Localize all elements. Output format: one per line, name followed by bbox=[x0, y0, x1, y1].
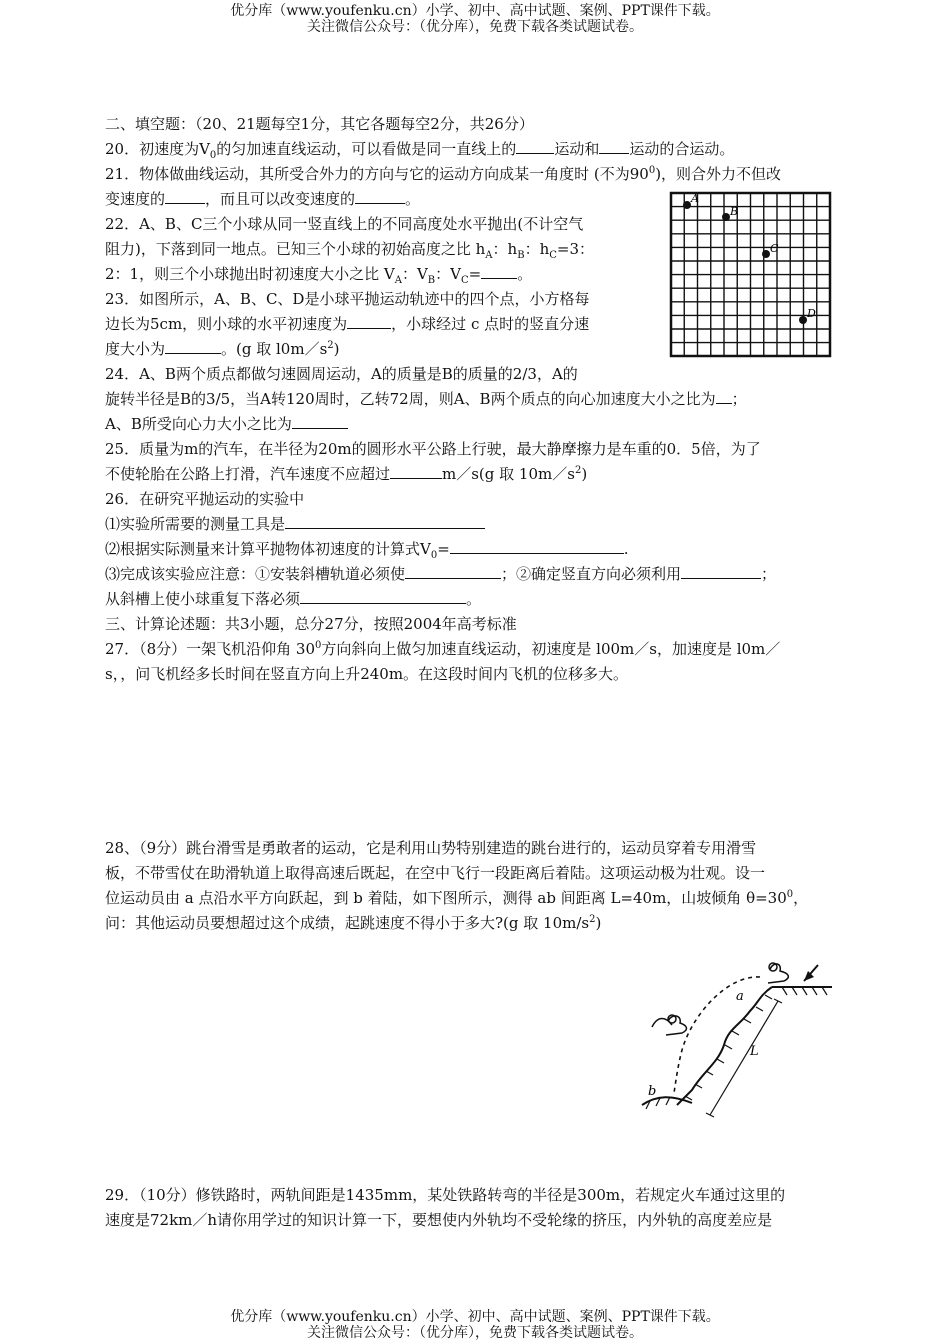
question-26-title: 26．在研究平抛运动的实验中 bbox=[105, 490, 305, 508]
answer-blank bbox=[347, 314, 391, 329]
question-21-line-1: 21．物体做曲线运动，其所受合外力的方向与它的运动方向成某一角度时 (不为$90^0$)，则合外力不但改 bbox=[105, 165, 782, 183]
question-27-line-2: s，，问飞机经多长时间在竖直方向上升240m。在这段时间内飞机的位移多大。 bbox=[105, 665, 629, 683]
point-b bbox=[722, 213, 730, 221]
label-b: B bbox=[730, 205, 739, 218]
footer-line-2: 关注微信公众号：（优分库），免费下载各类试题试卷。 bbox=[307, 1325, 643, 1341]
header-line-1: 优分库（www.youfenku.cn）小学、初中、高中试题、案例、PPT课件下载。 bbox=[230, 3, 720, 19]
question-26-part-3: ⑶完成该实验应注意：①安装斜槽轨道必须使 ；②确定竖直方向必须利用 ； bbox=[105, 565, 777, 583]
question-22-line-3: 2：1，则三个小球抛出时初速度大小之比 $V_A$：$V_B$：$V_C=$ 。 bbox=[105, 265, 533, 286]
question-28-line-3: 位运动员由 a 点沿水平方向跃起，到 b 着陆，如下图所示，测得 ab 间距离 L=40m，山坡倾角 $\theta=30^0$， bbox=[105, 889, 809, 907]
label-c: C bbox=[770, 242, 779, 255]
question-24-line-3: A、B所受向心力大小之比为 bbox=[105, 414, 348, 434]
answer-blank bbox=[285, 514, 485, 529]
answer-blank bbox=[165, 339, 221, 354]
answer-blank bbox=[390, 464, 442, 479]
answer-blank bbox=[292, 414, 348, 429]
question-25-line-1: 25．质量为m的汽车，在半径为20m的圆形水平公路上行驶，最大静摩擦力是车重的0．5倍，为了 bbox=[105, 440, 761, 458]
header-line-2: 关注微信公众号：（优分库），免费下载各类试题试卷。 bbox=[307, 19, 643, 35]
question-24-line-1: 24．A、B两个质点都做匀速圆周运动，A的质量是B的质量的2/3，A的 bbox=[105, 365, 578, 383]
answer-blank bbox=[165, 189, 205, 204]
trajectory-grid-figure bbox=[668, 190, 834, 360]
label-a: A bbox=[691, 192, 699, 205]
question-24-line-2: 旋转半径是B的3/5，当A转120周时，乙转72周，则A、B两个质点的向心加速度大小之比为 ； bbox=[105, 390, 747, 408]
answer-blank bbox=[716, 389, 732, 404]
question-28-line-1: 28、（9分）跳台滑雪是勇敢者的运动，它是利用山势特别建造的跳台进行的，运动员穿着专用滑雪 bbox=[105, 839, 757, 857]
answer-blank bbox=[300, 589, 466, 604]
section-3-title: 三、计算论述题：共3小题，总分27分，按照2004年高考标准 bbox=[105, 615, 517, 633]
question-22-line-2: 阻力)，下落到同一地点。已知三个小球的初始高度之比 $h_A$：$h_B$：$h_C=3$： bbox=[105, 240, 595, 261]
question-28-line-4: 问：其他运动员要想超过这个成绩，起跳速度不得小于多大?(g 取 $10m/s^2$) bbox=[105, 914, 602, 932]
question-26-part-1: ⑴实验所需要的测量工具是 bbox=[105, 514, 485, 534]
question-26-part-4: 从斜槽上使小球重复下落必须 。 bbox=[105, 590, 482, 608]
section-2-title: 二、填空题：（20、21题每空1分，其它各题每空2分，共26分） bbox=[105, 115, 534, 133]
question-22-line-1: 22．A、B、C三个小球从同一竖直线上的不同高度处水平抛出(不计空气 bbox=[105, 215, 584, 233]
point-c bbox=[762, 250, 770, 258]
point-a bbox=[683, 201, 691, 209]
question-29-line-1: 29．（10分）修铁路时，两轨间距是1435mm，某处铁路转弯的半径是300m，若规定火车通过这里的 bbox=[105, 1186, 786, 1204]
answer-blank bbox=[599, 139, 629, 154]
answer-blank bbox=[681, 564, 761, 579]
question-29-line-2: 速度是72km／h请你用学过的知识计算一下，要想使内外轨均不受轮缘的挤压，内外轨的高度差应是 bbox=[105, 1211, 773, 1229]
label-d: D bbox=[807, 307, 816, 320]
label-l: L bbox=[750, 1044, 759, 1059]
question-23-line-1: 23．如图所示，A、B、C、D是小球平抛运动轨迹中的四个点，小方格每 bbox=[105, 290, 590, 308]
point-d bbox=[799, 316, 807, 324]
question-28-line-2: 板，不带雪仗在助滑轨道上取得高速后既起，在空中飞行一段距离后着陆。这项运动极为壮观。设一 bbox=[105, 864, 766, 882]
answer-blank bbox=[405, 564, 501, 579]
question-26-part-2: ⑵根据实际测量来计算平抛物体初速度的计算式$V_0=$ . bbox=[105, 540, 629, 561]
footer-line-1: 优分库（www.youfenku.cn）小学、初中、高中试题、案例、PPT课件下载。 bbox=[230, 1309, 720, 1325]
answer-blank bbox=[481, 264, 517, 279]
ski-jump-figure bbox=[632, 955, 838, 1125]
question-25-line-2: 不使轮胎在公路上打滑，汽车速度不应超过 m／s(g 取 $10m/s^2$) bbox=[105, 465, 588, 483]
answer-blank bbox=[355, 189, 405, 204]
label-b: b bbox=[648, 1084, 657, 1099]
question-23-line-2: 边长为5cm，则小球的水平初速度为 ，小球经过 c 点时的竖直分速 bbox=[105, 315, 590, 333]
answer-blank bbox=[450, 539, 624, 554]
question-20: 20．初速度为$V_0$的匀加速直线运动，可以看做是同一直线上的 运动和 运动的合运动。 bbox=[105, 140, 735, 161]
answer-blank bbox=[516, 139, 554, 154]
question-23-line-3: 度大小为 。(g 取 $l0m/s^2$) bbox=[105, 340, 340, 358]
question-27-line-1: 27．（8分）一架飞机沿仰角 $30^0$方向斜向上做匀加速直线运动，初速度是 l00m／s，加速度是 l0m／ bbox=[105, 640, 781, 658]
question-21-line-2: 变速度的 ，而且可以改变速度的 。 bbox=[105, 190, 421, 208]
label-a: a bbox=[736, 989, 744, 1004]
